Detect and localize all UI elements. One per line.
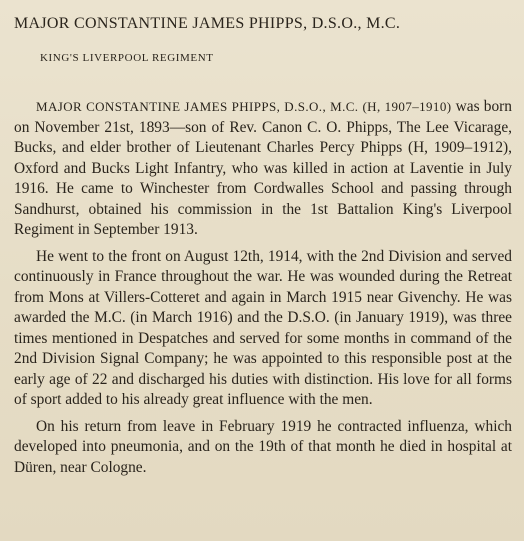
biography-paragraph-3: [14, 417, 512, 479]
paragraph-text: He went to the front on August 12th, 1914, with the 2nd Division and served continuously in France throughout the war. He was wounded during the Retreat from Mons at Villers-Cotteret and again in March 1915 near Givenchy. He was awarded the M.C. (in March 1916) and the D.S.O. (in January 1919), was three times mentioned in Despatches and served for some months in command of the 2nd Division Signal Company; he was appointed to this responsible post at the early age of 22 and discharged his duties with distinction. His love for all forms of sport added to his already great influence with the men.: [14, 247, 512, 408]
biography-paragraph-1: [14, 97, 512, 241]
paragraph-text: On his return from leave in February 1919 he contracted influenza, which developed into pneumonia, and on the 19th of that month he died in hospital at Düren, near Cologne.: [14, 417, 512, 476]
regiment-subtitle: KING'S LIVERPOOL REGIMENT: [40, 52, 214, 64]
biography-text: [14, 97, 512, 484]
biography-paragraph-2: [14, 247, 512, 411]
paragraph-text: was born on November 21st, 1893—son of Rev. Canon C. O. Phipps, The Lee Vicarage, Bucks, and elder brother of Lieutenant Charles Percy Phipps (H, 1909–1912), Oxford and Bucks Light Infantry, who was killed in action at Laventie in July 1916. He came to Winchester from Cordwalles School and passing through Sandhurst, obtained his commission in the 1st Battalion King's Liverpool Regiment in September 1913.: [14, 98, 513, 238]
page-title: MAJOR CONSTANTINE JAMES PHIPPS, D.S.O., M.C.: [14, 15, 401, 32]
subject-name-lead: MAJOR CONSTANTINE JAMES PHIPPS, D.S.O., M.C. (H, 1907–1910): [36, 99, 452, 114]
